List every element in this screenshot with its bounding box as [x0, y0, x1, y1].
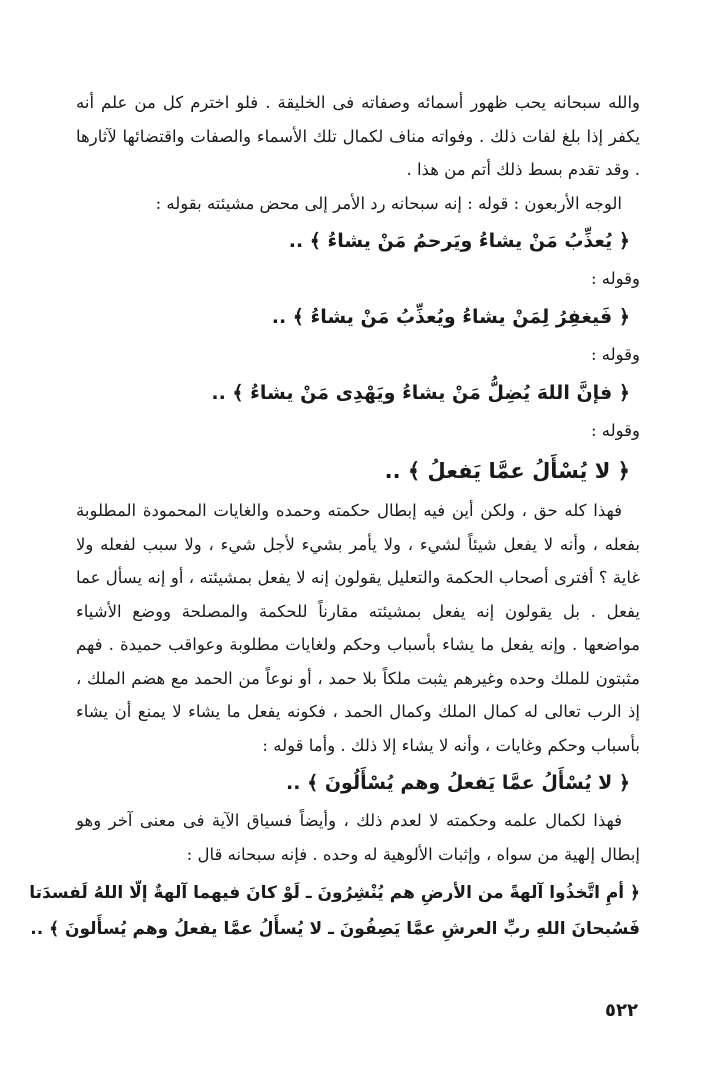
quran-verse-5: ﴿ لا يُسْأَلُ عمَّا يَفعلُ وهم يُسْأَلُونَ ﴾ .. — [286, 772, 630, 794]
label-2: وقوله : — [590, 345, 640, 364]
quran-verse-4: ﴿ لا يُسْأَلُ عمَّا يَفعلُ ﴾ .. — [384, 459, 630, 483]
quran-verse-6-line-1: ﴿ أمِ اتَّخذُوا آلهةً من الأرضِ هم يُنْشِرُونَ ـ لَوْ كانَ فيهما آلهةٌ إلّا اللهُ لَفسدَتا — [29, 883, 640, 903]
quran-verse-1: ﴿ يُعذِّبُ مَنْ يشاءُ ويَرحمُ مَنْ يشاءُ ﴾ .. — [288, 230, 630, 252]
section-intro: الوجه الأربعون : قوله : إنه سبحانه رد الأمر إلى محض مشيئته بقوله : — [155, 193, 622, 213]
page-number: ٥٢٢ — [605, 1000, 638, 1021]
paragraph-2: فهذا كله حق ، ولكن أين فيه إبطال حكمته وحمده والغايات المحمودة المطلوبة بفعله ، وأنه لا يفعل شيئاً لشيء ، ولا يأمر بشيء لأجل شيء ، ولا سبب لفعله ولا غاية ؟ أفترى أصحاب الحكمة والتعليل يقولون إنه لا يفعل بمشيئته ، أو إنه يسأل عما يفعل . بل يقولون إنه يفعل بمشيئته مقارناً للحكمة والمصلحة ووضع الأشياء مواضعها . وإنه يفعل ما يشاء بأسباب وحكم ولغايات مطلوبة وعواقب حميدة . فهم مثبتون للملك وحده وغيرهم يثبت ملكاً بلا حمد ، أو نوعاً من الحمد مع هضم الملك ، إذ الرب تعالى له كمال الملك وكمال الحمد ، فكونه يفعل ما يشاء لا يمنع أن يشاء بأسباب وحكم وغايات ، وأنه لا يشاء إلا ذلك . وأما قوله : — [76, 501, 640, 755]
label-1: وقوله : — [590, 269, 640, 288]
quran-verse-2: ﴿ فَيغفِرُ لِمَنْ يشاءُ ويُعذِّبُ مَنْ يشاءُ ﴾ .. — [271, 306, 630, 328]
label-3: وقوله : — [590, 421, 640, 440]
paragraph-3: فهذا لكمال علمه وحكمته لا لعدم ذلك ، وأيضاً فسياق الآية فى معنى آخر وهو إبطال إلهية من سواه ، وإثبات الألوهية له وحده . فإنه سبحانه قال : — [76, 811, 640, 864]
quran-verse-6-line-2: فَسُبحانَ اللهِ ربِّ العرشِ عمَّا يَصِفُونَ ـ لا يُسأَلُ عمَّا يفعلُ وهم يُسأَلونَ ﴾ .. — [30, 919, 640, 939]
quran-verse-3: ﴿ فإنَّ اللهَ يُضِلُّ مَنْ يشاءُ ويَهْدِى مَنْ يشاءُ ﴾ .. — [211, 382, 630, 404]
paragraph-1: والله سبحانه يحب ظهور أسمائه وصفاته فى الخليقة . فلو اخترم كل من علم أنه يكفر إذا بلغ لفات ذلك . وفواته مناف لكمال تلك الأسماء والصفات واقتضائها لآثارها . وقد تقدم بسط ذلك أتم من هذا . — [76, 93, 640, 179]
quran-verse-6 — [29, 875, 640, 947]
